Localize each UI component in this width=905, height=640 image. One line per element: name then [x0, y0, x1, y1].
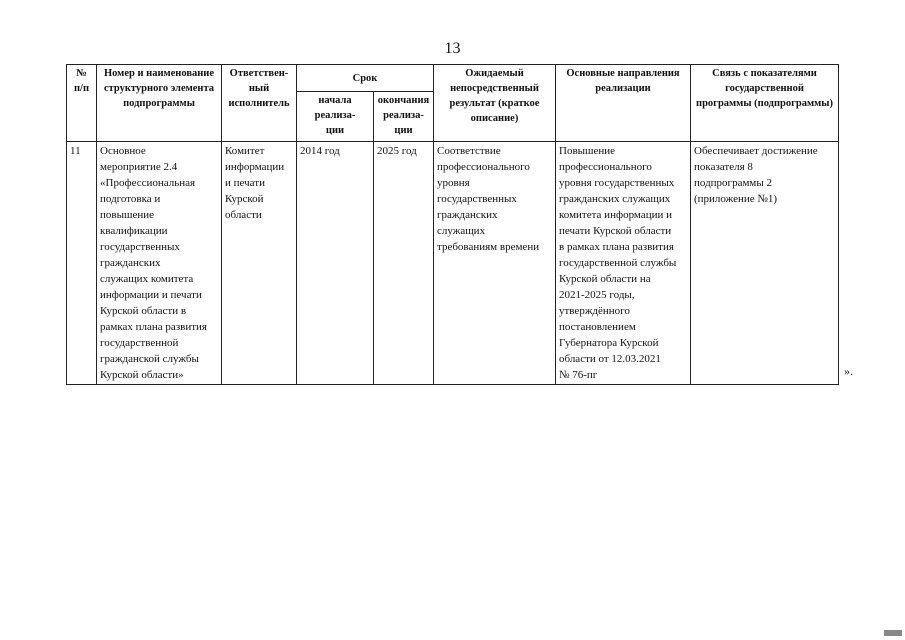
- cell-name: Основное мероприятие 2.4 «Профессиональная подготовка и повышение квалификации государственных гражданских служащих комитета информации и печати Курской области в рамках плана развития государственной гражданской службы Курской области»: [97, 142, 222, 385]
- cell-link: Обеспечивает достижение показателя 8 подпрограммы 2 (приложение №1): [691, 142, 839, 385]
- header-executor: Ответствен- ный исполнитель: [222, 65, 297, 142]
- header-term: Срок: [297, 65, 434, 92]
- header-term-end: окончания реализа- ции: [374, 92, 434, 142]
- cell-directions: Повышение профессионального уровня государственных гражданских служащих комитета информации и печати Курской области в рамках плана развития государственной службы Курской области на 2021-2025 годы, утверждённого постановлением Губернатора Курской области от 12.03.2021 № 76-пг: [556, 142, 691, 385]
- table-header-row: [67, 65, 839, 92]
- cell-term-start: 2014 год: [297, 142, 374, 385]
- closing-quote-mark: ».: [844, 364, 853, 378]
- header-num: № п/п: [67, 65, 97, 142]
- header-directions: Основные направления реализации: [556, 65, 691, 142]
- header-name: Номер и наименование структурного элемента подпрограммы: [97, 65, 222, 142]
- header-result: Ожидаемый непосредственный результат (краткое описание): [434, 65, 556, 142]
- table-row: [67, 142, 839, 385]
- page-number: 13: [444, 40, 461, 57]
- program-table: [66, 64, 839, 385]
- cell-executor: Комитет информации и печати Курской области: [222, 142, 297, 385]
- cell-term-end: 2025 год: [374, 142, 434, 385]
- scan-corner-mark: [884, 630, 902, 636]
- header-term-start: начала реализа- ции: [297, 92, 374, 142]
- cell-result: Соответствие профессионального уровня государственных гражданских служащих требованиям времени: [434, 142, 556, 385]
- header-link: Связь с показателями государственной программы (подпрограммы): [691, 65, 839, 142]
- cell-num: 11: [67, 142, 97, 385]
